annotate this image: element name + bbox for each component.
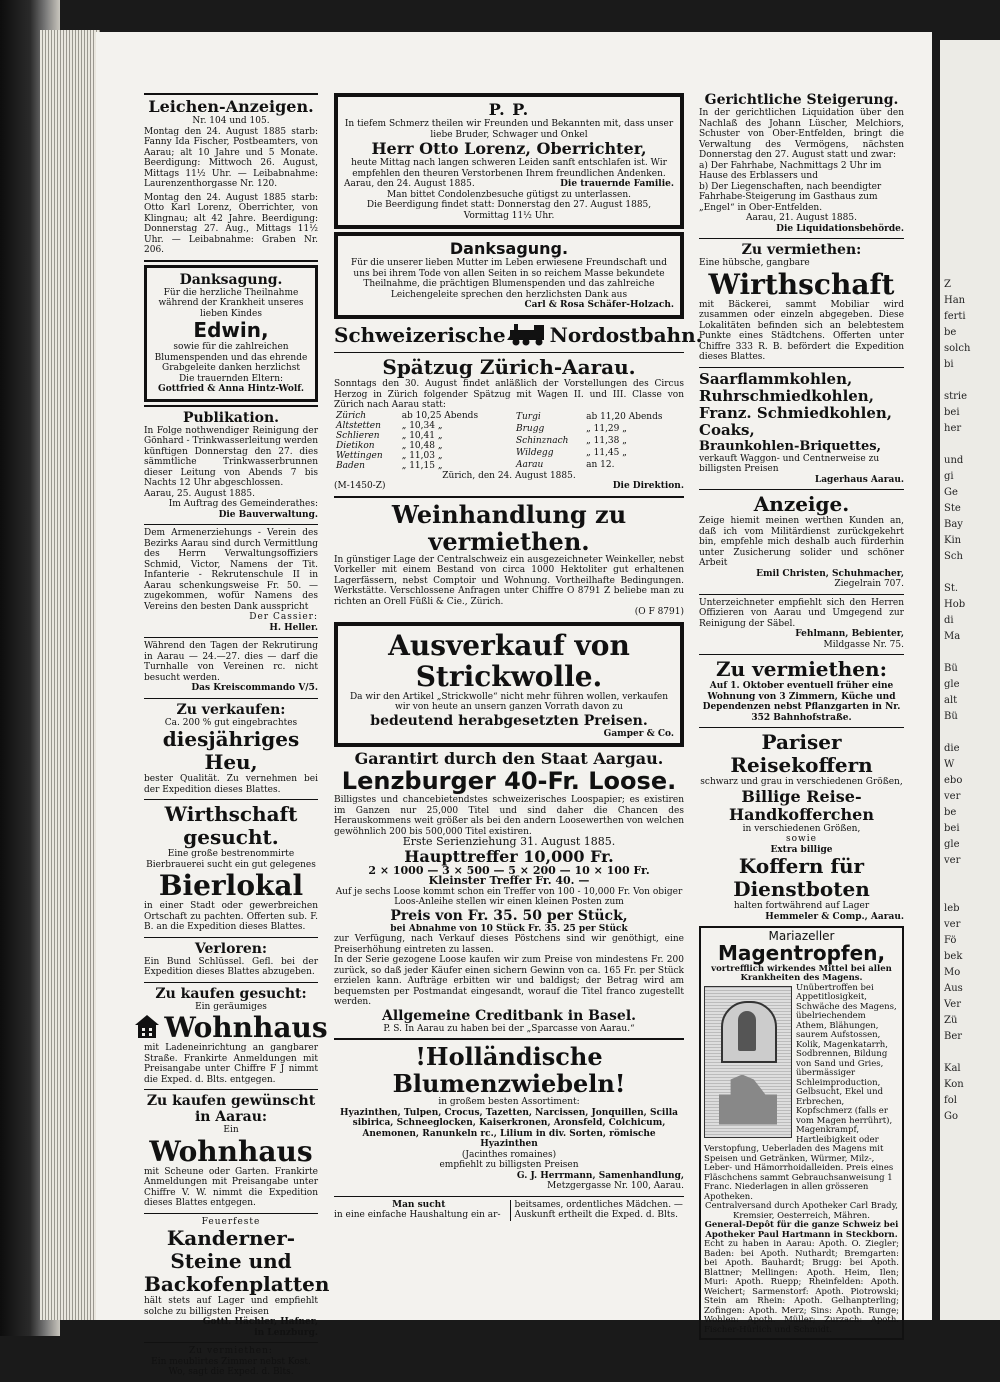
newspaper-page bbox=[96, 32, 932, 1377]
wein-text: In günstiger Lage der Centralschweiz ein ausgezeichneter Weinkeller, nebst Vorkeller mit einem Bestand von circa 1000 Hektoliter gut erhaltenen Lagerfässern, nebst Comptoir und Wohnung. Vortheilhafte Bedingungen. Werkstätte. Verschlossene Anfragen unter Chiffre O 8791 Z beliebe man zu richten an Orell Füßli & Cie., Zürich. bbox=[334, 554, 684, 607]
timetable-row bbox=[334, 431, 504, 441]
foot-text: in eine einfache Haushaltung ein ar- bbox=[334, 1210, 501, 1220]
lose-prizes: 2 × 1000 — 3 × 500 — 5 × 200 — 10 × 100 Fr. bbox=[368, 863, 650, 877]
departure-time: „ 11,15 „ bbox=[401, 460, 443, 471]
publikation bbox=[144, 410, 318, 521]
divider bbox=[144, 799, 318, 800]
station-name: Brugg bbox=[516, 423, 545, 434]
saebel-sign1: Fehlmann, Bebienter, bbox=[795, 629, 904, 639]
kauf2-title: Zu kaufen gewünscht in Aarau: bbox=[146, 1093, 316, 1125]
wohnung-verm-ad bbox=[699, 658, 904, 723]
bier-text: in einer Stadt oder gewerbreichen Ortschaft zu pachten. Offerten sub. F. B. an die Expedition dieses Blattes. bbox=[144, 901, 318, 932]
timetable-row bbox=[514, 411, 684, 423]
column-3 bbox=[699, 90, 904, 1343]
kauf-title: Zu kaufen gesucht: bbox=[155, 985, 307, 1002]
dank2-sign: Carl & Rosa Schäfer-Holzach. bbox=[524, 300, 674, 310]
facing-page-text: be bbox=[944, 807, 957, 818]
feuer-big: Kanderner-Steine und Backofenplatten bbox=[144, 1226, 330, 1296]
pp-family: Die trauernde Familie. bbox=[560, 179, 674, 189]
par-extra: Extra billige bbox=[770, 844, 833, 855]
koff-text: halten fortwährend auf Lager bbox=[733, 901, 870, 911]
facing-page-text: solch bbox=[944, 343, 971, 354]
lose-ps: P. S. In Aarau zu haben bei der „Sparcasse von Aarau.“ bbox=[383, 1023, 635, 1034]
pp-text3: Man bittet Condolenzbesuche gütigst zu unterlassen. bbox=[386, 189, 632, 200]
dank-sign2: Gottfried & Anna Hintz-Wolf. bbox=[158, 384, 304, 394]
anz-title: Anzeige. bbox=[753, 492, 850, 516]
station-name: Altstetten bbox=[336, 420, 381, 431]
facing-page-text: W bbox=[944, 759, 955, 770]
spaet-sign: Die Direktion. bbox=[612, 481, 684, 491]
verm-sub: Eine hübsche, gangbare bbox=[699, 258, 810, 268]
kauf-sub: Ein geräumiges bbox=[195, 1001, 267, 1012]
timetable-row bbox=[334, 451, 504, 461]
divider bbox=[699, 654, 904, 655]
facing-page-text: Fö bbox=[944, 935, 957, 946]
danksagung-edwin bbox=[144, 265, 318, 402]
station-name: Wildegg bbox=[516, 447, 554, 458]
facing-page-text: Ber bbox=[944, 1031, 963, 1042]
lose-ser: Erste Serienziehung 31. August 1885. bbox=[402, 835, 616, 848]
facing-page-text: Bay bbox=[944, 519, 963, 530]
ger-date: Aarau, 21. August 1885. bbox=[746, 213, 857, 223]
dank2-text: Für die unserer lieben Mutter im Leben erwiesene Freundschaft und uns bei ihrem Tode von allen Seiten in so reichem Masse bekundete Theilnahme, die prächtigen Blumenspenden und das zahlreiche Leichengeleite sprechen den herzlichsten Dank aus bbox=[351, 258, 667, 300]
mar-text: Unübertroffen bei Appetitlosigkeit, Schwäche des Magens, übelriechendem Athem, Blähungen, saurem Aufstossen, Kolik, Magenkatarrh, Sodbrennen, Bildung von Sand und Gries, übermässiger Schleimproduction, Gelbsucht, Ekel und Erbrechen, Kopfschmerz (falls er vom Magen herrührt), Magenkrampf, Hartleibigkeit oder Verstopfung, Ueberladen des Magens mit Speisen und Getränken, Würmer, Milz-, Leber- und Hämorrhoidalleiden. Preis eines Fläschchens sammt Gebrauchsanweisung 1 Franc. Niederlagen in allen grösseren Apotheken. bbox=[704, 982, 897, 1202]
blum-list: Hyazinthen, Tulpen, Crocus, Tazetten, Narcissen, Jonquillen, Scilla sibirica, Schneeglocken, Kaiserkronen, Aronsfeld, Colchicum, Anemonen, Ranunkeln rc., Lilium in div. Sorten, römische Hyazinthen bbox=[339, 1107, 679, 1149]
divider bbox=[334, 1196, 684, 1197]
armenverein bbox=[144, 528, 318, 633]
facing-page-text: fol bbox=[944, 1095, 957, 1106]
timetable-row bbox=[334, 421, 504, 431]
leichen-entry-a: Montag den 24. August 1885 starb: Fanny Ida Fischer, Postbeamters, von Aarau; alt 10 Jahre und 5 Monate. Beerdigung: Mittwoch 26. August, Mittags 11½ Uhr. — Leibabnahme: Laurenzenthorgasse Nr. 120. bbox=[144, 126, 318, 189]
divider bbox=[144, 1089, 318, 1090]
leichen-anzeigen bbox=[144, 98, 318, 256]
zimm-title: Zu vermiethen: bbox=[189, 1346, 273, 1356]
bier-big: Bierlokal bbox=[158, 869, 304, 902]
verm-title: Zu vermiethen: bbox=[741, 242, 862, 258]
timetable-row bbox=[514, 423, 684, 435]
kohl-text: verkauft Waggon- und Centnerweise zu billigsten Preisen bbox=[699, 453, 880, 474]
verm-text: mit Bäckerei, sammt Mobiliar wird zusammen oder einzeln abgegeben. Diese Lokalitäten befinden sich an belebtestem Punkte eines Städtchens. Offerten unter Chiffre 333 R. B. befördert die Expedition dieses Blattes. bbox=[699, 299, 904, 362]
timetable-row bbox=[334, 441, 504, 451]
kohlen-ad bbox=[699, 371, 904, 486]
spaet-text: Sonntags den 30. August findet anläßlich der Vorstellungen des Circus Herzog in Zürich folgender Spätzug mit Wagen II. und III. Classe von Zürich nach Aarau statt: bbox=[334, 379, 684, 410]
par-title: Pariser Reisekoffern bbox=[730, 730, 873, 777]
facing-page-text: St. bbox=[944, 583, 959, 594]
facing-page-text: Z bbox=[944, 279, 951, 290]
departure-time: an 12. bbox=[586, 459, 615, 470]
timetable-row bbox=[514, 435, 684, 447]
timetable-left bbox=[334, 411, 504, 471]
facing-page-text: Han bbox=[944, 295, 966, 306]
page-edges bbox=[40, 30, 100, 1320]
lose-klein: Kleinster Treffer Fr. 40. — bbox=[428, 874, 590, 887]
mar-central: Centralversand durch Apotheker Carl Brady, Kremsier, Oesterreich, Mähren. bbox=[705, 1201, 898, 1221]
lose-haupt: Haupttreffer 10,000 Fr. bbox=[404, 846, 614, 866]
ger-a: a) Der Fahrhabe, Nachmittags 2 Uhr im Hause des Erblassers und bbox=[699, 160, 882, 181]
mar-list: Echt zu haben in Aarau: Apoth. O. Ziegler; Baden: bei Apoth. Nuthardt; Bremgarten: bei Apoth. Bauhardt; Brugg: bei Apoth. Blattner; Mellingen: Apoth. Heim, Ilen; Muri: Apoth. Ruepp; Rheinfelden: Apoth. Weichert; Sarmenstorf: Apoth. Piotrowski; Stein am Rhein: Apoth. Gelhanpterling; Zofingen: Apoth. Merz; Sins: Apoth. Runge; Wohlen: Apoth. Müller; Zurzach: Apoth. Fischer-Hürlich und Schmidt. bbox=[704, 1239, 899, 1335]
departure-time: ab 11,20 Abends bbox=[586, 411, 663, 422]
divider bbox=[144, 260, 318, 262]
koff-sign: Hemmeler & Comp., Aarau. bbox=[765, 911, 904, 922]
departure-time: „ 11,03 „ bbox=[401, 450, 443, 461]
divider bbox=[334, 496, 684, 498]
facing-page-text: Kon bbox=[944, 1079, 964, 1090]
lose-bank: Allgemeine Creditbank in Basel. bbox=[381, 1007, 637, 1024]
departure-time: „ 11,38 „ bbox=[586, 435, 627, 446]
dank-text2: sowie für die zahlreichen Blumenspenden und das ehrende Grabgeleite danken herzlichst bbox=[154, 342, 308, 373]
facing-page-text: ver bbox=[944, 791, 961, 802]
departure-time: „ 10,34 „ bbox=[401, 420, 443, 431]
lose-text: Billigstes und chancebietendstes schweizerisches Loospapier; es existiren im Ganzen nur 25,000 Titel und sind daher die Chancen des Herauskommens weit größer als bei den andern Loosewerthen von welchen gewöhnlich 200 bis 500,000 Titel existiren. bbox=[334, 795, 684, 837]
facing-page-text: Zü bbox=[944, 1015, 958, 1026]
locomotive-icon bbox=[506, 322, 550, 350]
departure-time: ab 10,25 Abends bbox=[401, 410, 479, 421]
ger-b: b) Der Liegenschaften, nach beendigter Fahrhabe-Steigerung im Gasthaus zum „Engel“ in Ober-Entfelden. bbox=[699, 181, 882, 213]
facing-page-text: gle bbox=[944, 839, 960, 850]
lose-text3: zur Verfügung, nach Verkauf dieses Pöstchens sind wir genöthigt, eine Preiserhöhung eintreten zu lassen. bbox=[334, 934, 684, 955]
dank-sign1: Die trauernden Eltern: bbox=[178, 373, 284, 384]
pp-title: P. P. bbox=[488, 100, 530, 119]
heu-sub: Ca. 200 % gut eingebrachtes bbox=[164, 717, 298, 728]
facing-page-text: Kin bbox=[944, 535, 962, 546]
facing-page-text: bei bbox=[944, 407, 960, 418]
wohn-big: Wohnhaus bbox=[164, 1011, 328, 1044]
spaet-code: (M-1450-Z) bbox=[334, 481, 386, 491]
lose-text2: Auf je sechs Loose kommt schon ein Treffer von 100 - 10,000 Fr. Von obiger Loos-Anleihe stellen wir einen kleinen Posten zum bbox=[335, 886, 683, 907]
nordostbahn-ad bbox=[334, 322, 703, 492]
blum-sign: G. J. Herrmann, Samenhandlung, bbox=[516, 1170, 684, 1181]
divider bbox=[334, 1038, 684, 1040]
anz-sign1: Emil Christen, Schuhmacher, bbox=[756, 568, 904, 579]
saebel-text: Unterzeichneter empfiehlt sich den Herren Offizieren von Aarau und Umgegend zur Reinigung der Säbel. bbox=[699, 597, 904, 629]
leichen-title: Leichen-Anzeigen. bbox=[148, 97, 314, 116]
zimm-text: Ein meublirtes Zimmer nebst Kost. Wo, sagt die Exped. d. Blts. bbox=[151, 1356, 311, 1377]
wirthschaft-verm-ad bbox=[699, 242, 904, 363]
blum-text: empfiehlt zu billigsten Preisen bbox=[439, 1160, 579, 1170]
pp-text4: Die Beerdigung findet statt: Donnerstag den 27. August 1885, Vormittag 11½ Uhr. bbox=[366, 200, 652, 221]
pub-sign1: Im Auftrag des Gemeinderathes: bbox=[168, 499, 318, 509]
pp-text1: In tiefem Schmerz theilen wir Freunden und Bekannten mit, dass unser liebe Bruder, Schwager und Onkel bbox=[344, 119, 674, 140]
divider bbox=[144, 524, 318, 525]
departure-time: „ 10,48 „ bbox=[401, 440, 443, 451]
facing-page-text: di bbox=[944, 615, 954, 626]
facing-page-text: bek bbox=[944, 951, 963, 962]
feuer-text: hält stets auf Lager und empfiehlt solche zu billigsten Preisen bbox=[144, 1296, 318, 1317]
dank2-title: Danksagung. bbox=[449, 239, 569, 258]
facing-page-text: alt bbox=[944, 695, 958, 706]
kauf2-sub: Ein bbox=[223, 1125, 239, 1135]
facing-page-text: gle bbox=[944, 679, 960, 690]
wohnhaus-ad-1 bbox=[144, 985, 328, 1086]
divider bbox=[699, 489, 904, 490]
divider bbox=[144, 1342, 318, 1343]
kohl4: Coaks, bbox=[699, 420, 755, 439]
kohl5: Braunkohlen-Briquettes, bbox=[699, 438, 882, 454]
koff-big: Koffern für Dienstboten bbox=[733, 854, 870, 901]
timetable-row bbox=[334, 411, 504, 421]
armen-sign2: H. Heller. bbox=[269, 622, 318, 633]
verl-text: Ein Bund Schlüssel. Gefl. bei der Expedition dieses Blattes abzugeben. bbox=[144, 956, 318, 977]
rekr-sign: Das Kreiscommando V/5. bbox=[191, 683, 318, 693]
facing-page-text: Bü bbox=[944, 711, 958, 722]
kohl-sign: Lagerhaus Aarau. bbox=[814, 474, 904, 485]
schaefer-danksagung bbox=[334, 232, 684, 319]
kauf-text: mit Ladeneinrichtung an gangbarer Straße. Frankirte Anmeldungen mit Preisangabe unter Chiffre F J nimmt die Exped. d. Blts. entgegen. bbox=[144, 1043, 318, 1085]
heu-text: bester Qualität. Zu vernehmen bei der Expedition dieses Blattes. bbox=[144, 774, 318, 795]
lose-preis: Preis von Fr. 35. 50 per Stück, bbox=[390, 907, 628, 924]
anzeige-ad bbox=[699, 493, 904, 590]
kauf2-text: mit Scheune oder Garten. Frankirte Anmeldungen mit Preisangabe unter Chiffre V. W. nimmt die Expedition dieses Blattes entgegen. bbox=[144, 1166, 318, 1208]
station-name: Schinznach bbox=[516, 435, 569, 446]
station-name: Zürich bbox=[336, 410, 367, 421]
pub-text: In Folge nothwendiger Reinigung der Gönhard - Trinkwasserleitung werden künftigen Donnerstag den 27. dies sämmtliche Trinkwasserbrunnen dieser Leitung von Abends 7 bis Nachts 12 Uhr abgeschlossen. bbox=[144, 425, 318, 488]
blumenzwiebeln-ad bbox=[334, 1043, 684, 1192]
blum-sub: in großem besten Assortiment: bbox=[438, 1097, 580, 1107]
facing-page-text: bei bbox=[944, 823, 960, 834]
steigerung-ad bbox=[699, 92, 904, 234]
wirt-big: Wirthschaft bbox=[708, 267, 895, 301]
divider bbox=[144, 637, 318, 638]
facing-page-fragment bbox=[940, 40, 1000, 1320]
station-name: Dietikon bbox=[336, 440, 375, 451]
facing-page-text: strie bbox=[944, 391, 968, 402]
strick-sign: Gamper & Co. bbox=[603, 728, 674, 739]
station-name: Aarau bbox=[516, 459, 544, 470]
pp-date: Aarau, den 24. August 1885. bbox=[344, 179, 475, 189]
divider bbox=[144, 405, 318, 407]
divider bbox=[144, 1213, 318, 1214]
timetable-row bbox=[334, 461, 504, 471]
divider bbox=[699, 594, 904, 595]
spaet-title: Spätzug Zürich-Aarau. bbox=[382, 355, 636, 379]
pub-date: Aarau, 25. August 1885. bbox=[144, 488, 255, 499]
pub-sign2: Die Bauverwaltung. bbox=[218, 509, 318, 520]
lenzburger-loose-ad bbox=[334, 750, 684, 1034]
divider bbox=[334, 352, 684, 353]
par-sowie: sowie bbox=[786, 834, 817, 844]
wirth-text: Eine große bestrenommirte Bierbrauerei sucht ein gut gelegenes bbox=[146, 849, 316, 870]
strick-title: Ausverkauf von Strickwolle. bbox=[388, 628, 630, 693]
blum-addr: Metzgergasse Nr. 100, Aarau. bbox=[547, 1181, 684, 1191]
lose-guar: Garantirt durch den Staat Aargau. bbox=[354, 749, 664, 768]
magentropfen-ad bbox=[699, 926, 904, 1340]
facing-page-text: ebo bbox=[944, 775, 963, 786]
divider bbox=[144, 982, 318, 983]
kohl3: Franz. Schmiedkohlen, bbox=[699, 403, 893, 422]
facing-page-text: Ver bbox=[944, 999, 962, 1010]
divider bbox=[144, 93, 318, 95]
verloren-ad bbox=[144, 941, 318, 978]
par-text2: in verschiedenen Größen, bbox=[742, 823, 861, 834]
ger-sign: Die Liquidationsbehörde. bbox=[776, 223, 904, 234]
facing-page-text: be bbox=[944, 327, 957, 338]
foot-text-cont: beitsames, ordentliches Mädchen. — Auskunft ertheilt die Exped. d. Blts. bbox=[510, 1200, 685, 1221]
facing-page-text: gi bbox=[944, 471, 954, 482]
facing-page-text: Ge bbox=[944, 487, 958, 498]
timetable-right bbox=[514, 411, 684, 471]
par-text: schwarz und grau in verschiedenen Größen, bbox=[700, 777, 903, 787]
wein-title: Weinhandlung zu vermiethen. bbox=[391, 499, 627, 556]
mar-top: Mariazeller bbox=[768, 929, 835, 943]
kohl1: Saarflammkohlen, bbox=[699, 369, 853, 388]
divider bbox=[144, 698, 318, 699]
facing-page-text: bi bbox=[944, 359, 954, 370]
facing-page-text: ver bbox=[944, 919, 961, 930]
departure-time: „ 11,45 „ bbox=[586, 447, 627, 458]
verm2-title: Zu vermiethen: bbox=[716, 657, 887, 681]
facing-page-text: Kal bbox=[944, 1063, 961, 1074]
facing-page-text: Hob bbox=[944, 599, 966, 610]
column-2 bbox=[334, 90, 703, 1221]
wohn2-big: Wohnhaus bbox=[149, 1134, 313, 1168]
bahn-left: Schweizerische bbox=[334, 322, 506, 347]
dank-title: Danksagung. bbox=[179, 271, 283, 288]
facing-page-text: Sch bbox=[944, 551, 963, 562]
mar-sub: vortrefflich wirkendes Mittel bei allen Krankheiten des Magens. bbox=[711, 963, 892, 983]
verm2-text: Auf 1. Oktober eventuell früher eine Wohnung von 3 Zimmern, Küche und Dependenzen nebst Pflanzgarten in Nr. 352 Bahnhofstraße. bbox=[702, 681, 901, 723]
ger-text: In der gerichtlichen Liquidation über den Nachlaß des Johann Lüscher, Melchiors, Schuster von Ober-Entfelden, bringt die Verwaltung des Vermögens, nächsten Donnerstag den 27. August statt und zwar: bbox=[699, 108, 904, 160]
anz-sign2: Ziegelrain 707. bbox=[834, 579, 904, 589]
departure-time: „ 10,41 „ bbox=[401, 430, 443, 441]
station-name: Turgi bbox=[516, 411, 541, 422]
dank-text: Für die herzliche Theilnahme während der Krankheit unseres lieben Kindes bbox=[158, 287, 304, 319]
feuer-sub: Feuerfeste bbox=[201, 1216, 261, 1227]
facing-page-text: und bbox=[944, 455, 964, 466]
mar-title: Magentropfen, bbox=[717, 940, 886, 965]
timetable-row bbox=[514, 447, 684, 459]
facing-page-text: Go bbox=[944, 1111, 959, 1122]
bierlokal-ad bbox=[144, 803, 318, 933]
kohl2: Ruhrschmiedkohlen, bbox=[699, 386, 874, 405]
heu-big: diesjähriges Heu, bbox=[162, 727, 300, 774]
facing-page-text: Ma bbox=[944, 631, 961, 642]
divider bbox=[699, 238, 904, 239]
pub-title: Publikation. bbox=[182, 409, 280, 426]
kanderner-ad bbox=[144, 1216, 330, 1339]
koffer-ad bbox=[699, 731, 904, 922]
timetable-row bbox=[514, 459, 684, 471]
madonna-engraving bbox=[704, 986, 792, 1138]
station-name: Schlieren bbox=[336, 430, 380, 441]
leichen-nr: Nr. 104 und 105. bbox=[192, 116, 270, 126]
weinhandlung-ad bbox=[334, 501, 684, 618]
lorenz-obituary bbox=[334, 93, 684, 229]
pp-name: Herr Otto Lorenz, Oberrichter, bbox=[371, 139, 647, 158]
rekr-text: Während den Tagen der Rekrutirung in Aarau — 24.—27. dies — darf die Turnhalle von Vereinen rc. nicht besucht werden. bbox=[144, 641, 318, 683]
pp-text2: heute Mittag nach langen schweren Leiden sanft entschlafen ist. Wir empfehlen den theuren Verstorbenen Ihrem freundlichen Andenken. bbox=[351, 158, 667, 179]
facing-page-text: her bbox=[944, 423, 962, 434]
armen-sign1: Der Cassier: bbox=[249, 612, 318, 622]
blum-title: !Holländische Blumenzwiebeln! bbox=[392, 1042, 626, 1098]
heu-ad bbox=[144, 702, 318, 796]
feuer-sign2: in Lenzburg. bbox=[254, 1327, 318, 1338]
departure-time: „ 11,29 „ bbox=[586, 423, 627, 434]
strickwolle-ad bbox=[334, 622, 684, 748]
facing-page-text: Bü bbox=[944, 663, 958, 674]
station-name: Wettingen bbox=[336, 450, 383, 461]
ger-title: Gerichtliche Steigerung. bbox=[704, 92, 899, 108]
facing-page-text: Mo bbox=[944, 967, 961, 978]
strick-text: Da wir den Artikel „Strickwolle“ nicht mehr führen wollen, verkaufen wir von heute an unsern ganzen Vorrath davon zu bbox=[349, 691, 669, 712]
divider bbox=[699, 367, 904, 368]
feuer-sign1: Gottl. Hächler, Hafner, bbox=[202, 1317, 318, 1327]
station-name: Baden bbox=[336, 460, 365, 471]
strick-bold: bedeutend herabgesetzten Preisen. bbox=[370, 712, 648, 729]
lose-abn: bei Abnahme von 10 Stück Fr. 35. 25 per Stück bbox=[390, 923, 628, 934]
saebel-ad bbox=[699, 598, 904, 651]
divider bbox=[699, 727, 904, 728]
blum-list2: (Jacinthes romaines) bbox=[461, 1149, 557, 1160]
verl-title: Verloren: bbox=[194, 940, 268, 957]
facing-page-text: ferti bbox=[944, 311, 966, 322]
lose-text4: In der Serie gezogene Loose kaufen wir zum Preise von mindestens Fr. 200 zurück, so daß jeder Käufer einen sichern Gewinn von ca. 165 Fr. per Stück erzielen kann. Aufträge erbitten wir und baldigst; der Betrag wird am bequemsten per Postmandat eingesandt, worauf die Titel franco zugestellt werden. bbox=[334, 955, 684, 1007]
armen-text: Dem Armenerziehungs - Verein des Bezirks Aarau sind durch Vermittlung des Herrn Verwaltungsoffiziers Schmid, Victor, Namens der Tit. Infanterie - Rekrutenschule II in Aarau schenkungsweise Fr. 50. — zugekommen, wofür Namens des Vereins den besten Dank ausspricht bbox=[144, 528, 318, 612]
par-big: Billige Reise-Handkofferchen bbox=[729, 786, 874, 824]
saebel-sign2: Mildgasse Nr. 75. bbox=[823, 639, 904, 650]
leichen-entry-b: Montag den 24. August 1885 starb: Otto Karl Lorenz, Oberrichter, von Klingnau; alt 42 Jahre. Beerdigung: Donnerstag 27. Aug., Mittags 11½ Uhr. — Leibabnahme: Graben Nr. 206. bbox=[144, 192, 318, 255]
wein-code: (O F 8791) bbox=[634, 607, 684, 617]
bahn-right: Nordostbahn. bbox=[549, 322, 703, 347]
wirth-title: Wirthschaft gesucht. bbox=[164, 802, 298, 849]
column-1 bbox=[144, 90, 330, 1382]
wohnhaus-ad-2 bbox=[144, 1093, 318, 1209]
facing-page-text: ver bbox=[944, 855, 961, 866]
facing-page-text: leb bbox=[944, 903, 960, 914]
facing-page-text: Ste bbox=[944, 503, 961, 514]
divider bbox=[144, 937, 318, 938]
dank-name: Edwin, bbox=[193, 318, 269, 342]
rekrutierung bbox=[144, 641, 318, 694]
foot-title: Man sucht bbox=[392, 1199, 446, 1210]
mar-depot: General-Depôt für die ganze Schweiz bei Apotheker Paul Hartmann in Steckborn. bbox=[704, 1220, 899, 1240]
facing-page-text: die bbox=[944, 743, 960, 754]
heu-title: Zu verkaufen: bbox=[176, 701, 286, 718]
house-icon bbox=[134, 1013, 160, 1043]
lose-title: Lenzburger 40-Fr. Loose. bbox=[341, 767, 677, 795]
spaet-date: Zürich, den 24. August 1885. bbox=[442, 470, 576, 481]
facing-page-text: Aus bbox=[944, 983, 963, 994]
zimmer-ad bbox=[144, 1346, 318, 1378]
anz-text: Zeige hiemit meinen werthen Kunden an, daß ich vom Militärdienst zurückgekehrt bin, empfehle mich deshalb auch fürderhin unter Zusicherung solider und schöner Arbeit bbox=[699, 516, 904, 568]
